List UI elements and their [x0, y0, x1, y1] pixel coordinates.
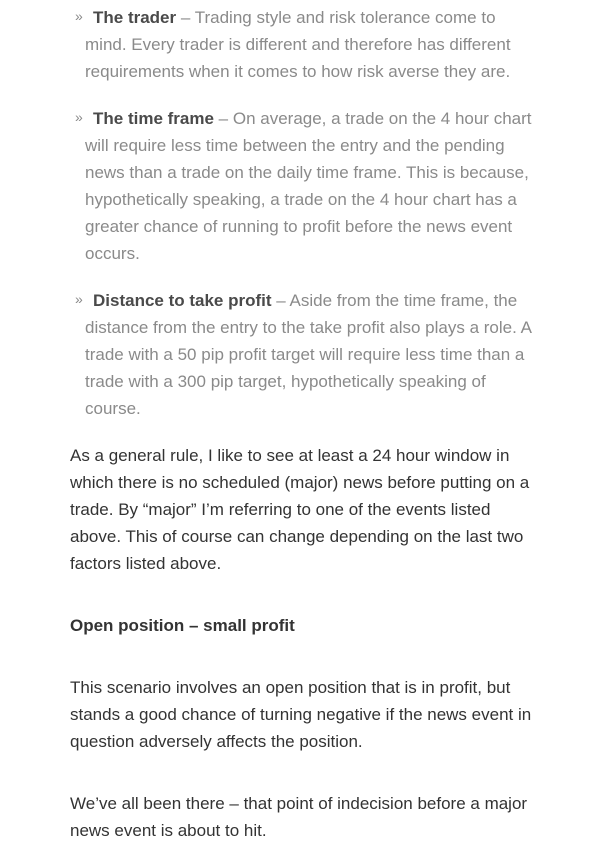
list-item-separator: –: [176, 8, 195, 27]
factor-list: [0, 4, 600, 422]
list-item-title: The trader: [93, 8, 177, 27]
paragraph-scenario: This scenario involves an open position that is in profit, but stands a good chance of turning negative if the news event in question adversely affects the position.: [70, 678, 532, 751]
section-heading: Open position – small profit: [70, 616, 295, 635]
paragraph-general-rule: As a general rule, I like to see at least a 24 hour window in which there is no scheduled (major) news before putting on a trade. By “major” I’m referring to one of the events listed above. This of course can change depending on the last two factors listed above.: [70, 446, 530, 573]
chevron-right-icon: »: [75, 8, 83, 24]
list-item-separator: –: [271, 291, 290, 310]
chevron-right-icon: »: [75, 291, 83, 307]
list-item-title: The time frame: [93, 109, 214, 128]
list-item-distance-to-take-profit: [75, 287, 535, 422]
list-item-time-frame: [75, 105, 535, 267]
chevron-right-icon: »: [75, 109, 83, 125]
list-item-trader: [75, 4, 535, 85]
list-item-title: Distance to take profit: [93, 291, 272, 310]
list-item-text: Aside from the time frame, the distance from the entry to the take profit also plays a role. A trade with a 50 pip profit target will require less time than a trade with a 300 pip target, hypothetically speaking of course.: [85, 291, 532, 418]
list-item-text: On average, a trade on the 4 hour chart will require less time between the entry and the pending news than a trade on the daily time frame. This is because, hypothetically speaking, a trade on the 4 hour chart has a greater chance of running to profit before the news event occurs.: [85, 109, 532, 263]
paragraph-indecision: We’ve all been there – that point of indecision before a major news event is about to hit.: [70, 794, 528, 840]
list-item-text: Trading style and risk tolerance come to mind. Every trader is different and therefore has different requirements when it comes to how risk averse they are.: [85, 8, 511, 81]
list-item-separator: –: [213, 109, 233, 128]
